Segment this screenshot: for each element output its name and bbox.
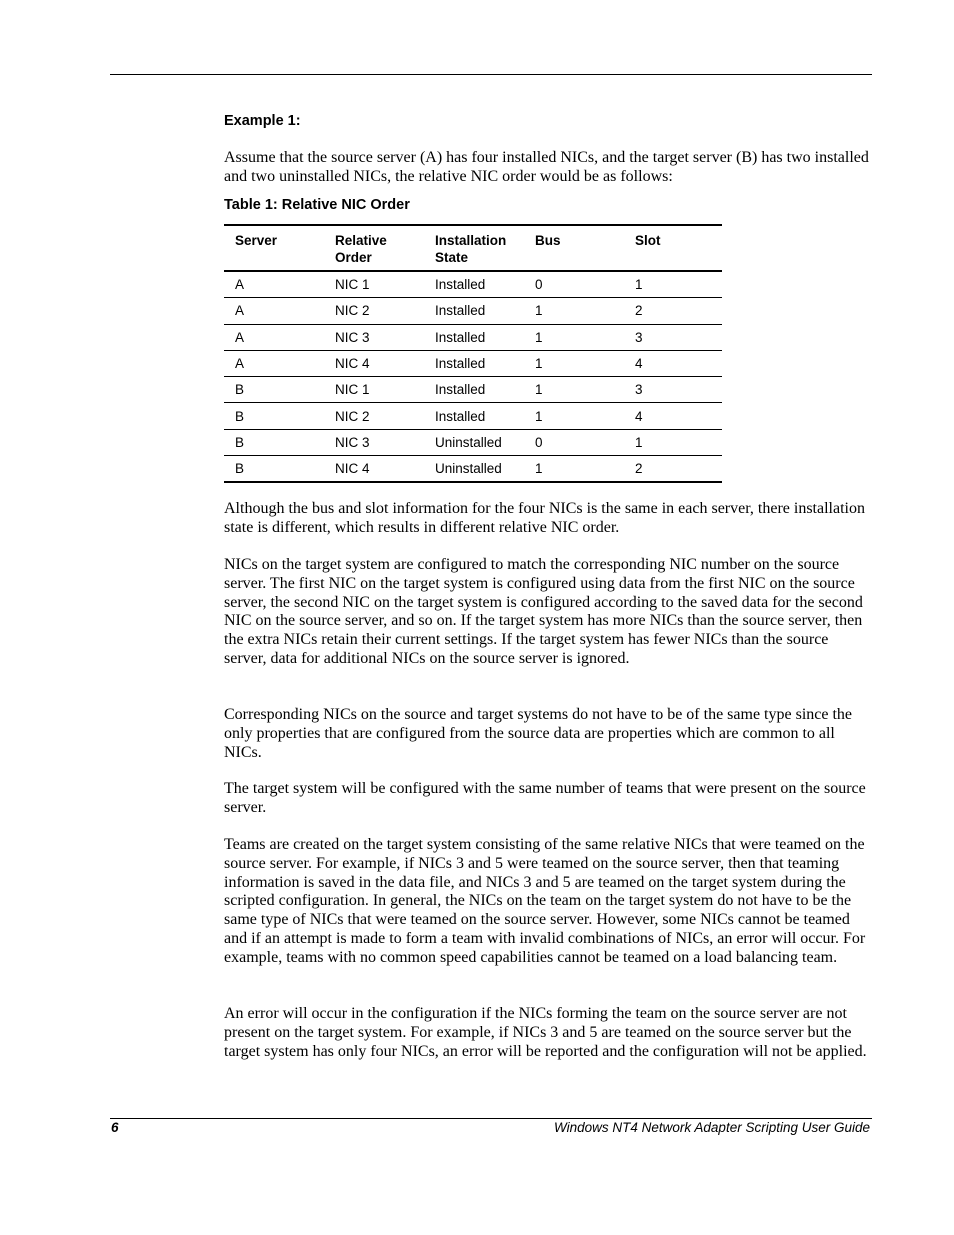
footer-rule (110, 1118, 872, 1119)
cell-bus: 1 (524, 403, 624, 429)
cell-installation-state: Uninstalled (435, 461, 502, 477)
table-header-row (224, 225, 722, 271)
example-heading: Example 1: (224, 113, 301, 129)
table-caption: Table 1: Relative NIC Order (224, 197, 410, 213)
table-row (224, 403, 722, 429)
cell-server: A (224, 324, 324, 350)
table-row (224, 456, 722, 483)
cell-relative-order: NIC 2 (324, 403, 424, 429)
cell-installation-state: Installed (424, 403, 524, 429)
cell-slot: 4 (624, 350, 722, 376)
cell-slot: 3 (624, 324, 722, 350)
body-paragraph: Teams are created on the target system consisting of the same relative NICs that were teamed on the source server. For example, if NICs 3 and 5 were teamed on the source server, then that teaming information is saved in the data file, and NICs 3 and 5 are teamed on the target system during the scripted configuration. In general, the NICs on the team on the target system do not have to be the same type of NICs that were teamed on the source server. However, some NICs cannot be teamed and if an attempt is made to form a team with invalid combinations of NICs, an error will occur. For example, teams with no common speed capabilities cannot be teamed on a load balancing team. (224, 836, 866, 966)
cell-slot: 4 (624, 403, 722, 429)
cell-slot: 3 (624, 377, 722, 403)
cell-relative-order: NIC 3 (324, 324, 424, 350)
cell-server: A (224, 350, 324, 376)
header-relative-order: Relative Order (324, 225, 424, 271)
cell-bus: 0 (524, 271, 624, 298)
cell-slot: 1 (624, 271, 722, 298)
cell-relative-order: NIC 1 (324, 377, 424, 403)
cell-bus: 1 (524, 377, 624, 403)
cell-installation-state: Installed (424, 377, 524, 403)
cell-server: B (224, 403, 324, 429)
cell-installation-state: Installed (424, 324, 524, 350)
cell-server: B (224, 429, 324, 455)
body-paragraph: An error will occur in the configuration if the NICs forming the team on the source server are not present on the target system. For example, if NICs 3 and 5 are teamed on the source server but the target system has only four NICs, an error will be reported and the configuration will not be applied. (224, 1005, 867, 1060)
cell-bus: 1 (535, 461, 543, 477)
document-title: Windows NT4 Network Adapter Scripting User Guide (554, 1120, 870, 1135)
table-row (224, 377, 722, 403)
table-row (224, 298, 722, 324)
header-bus: Bus (524, 225, 624, 271)
body-paragraph: The target system will be configured with the same number of teams that were present on the source server. (224, 780, 866, 816)
table-row (224, 271, 722, 298)
cell-relative-order: NIC 4 (324, 350, 424, 376)
header-server: Server (224, 225, 324, 271)
table-row (224, 350, 722, 376)
intro-paragraph: Assume that the source server (A) has four installed NICs, and the target server (B) has two installed and two uninstalled NICs, the relative NIC order would be as follows: (224, 149, 869, 185)
cell-server: B (224, 377, 324, 403)
relative-nic-order-table (224, 224, 722, 483)
header-installation-state: Installation State (424, 225, 524, 271)
cell-installation-state: Installed (424, 298, 524, 324)
cell-relative-order: NIC 4 (335, 461, 370, 477)
cell-bus: 1 (524, 324, 624, 350)
header-slot: Slot (624, 225, 722, 271)
cell-bus: 1 (524, 350, 624, 376)
page-number: 6 (111, 1120, 119, 1135)
cell-installation-state: Uninstalled (424, 429, 524, 455)
body-paragraph: Although the bus and slot information for the four NICs is the same in each server, there installation state is different, which results in different relative NIC order. (224, 500, 865, 536)
cell-relative-order: NIC 1 (324, 271, 424, 298)
cell-relative-order: NIC 3 (324, 429, 424, 455)
cell-bus: 1 (524, 298, 624, 324)
cell-slot: 2 (635, 461, 643, 477)
cell-relative-order: NIC 2 (324, 298, 424, 324)
table-row (224, 324, 722, 350)
header-rule (110, 74, 872, 75)
cell-slot: 1 (624, 429, 722, 455)
cell-server: B (235, 461, 245, 477)
cell-bus: 0 (524, 429, 624, 455)
cell-server: A (224, 271, 324, 298)
cell-slot: 2 (624, 298, 722, 324)
body-paragraph: Corresponding NICs on the source and target systems do not have to be of the same type since the only properties that are configured from the source data are properties which are common to all NICs. (224, 706, 853, 761)
table-row (224, 429, 722, 455)
cell-installation-state: Installed (424, 271, 524, 298)
cell-server: A (224, 298, 324, 324)
cell-installation-state: Installed (424, 350, 524, 376)
body-paragraph: NICs on the target system are configured to match the corresponding NIC number on the source server. The first NIC on the target system is configured using data from the first NIC on the source server, the second NIC on the target system is configured according to the saved data for the second NIC on the source server, and so on. If the target system has more NICs than the source server, then the extra NICs retain their current settings. If the target system has fewer NICs than the source server, data for additional NICs on the source server is ignored. (224, 556, 863, 667)
